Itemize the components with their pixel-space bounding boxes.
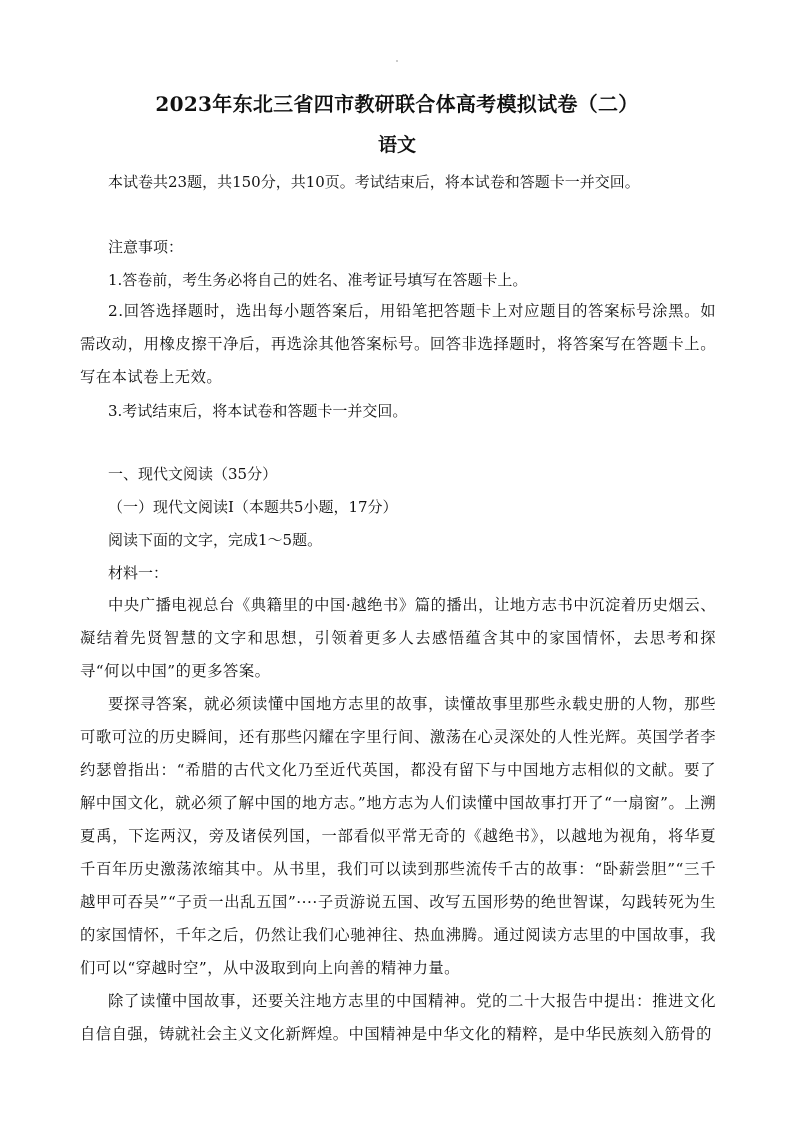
scan-dot (396, 60, 398, 62)
section-subheading: （一）现代文阅读I（本题共5小题，17分） (108, 498, 398, 516)
section-instruction: 阅读下面的文字，完成1～5题。 (108, 531, 323, 549)
passage-paragraph-2: 要探寻答案，就必须读懂中国地方志里的故事，读懂故事里那些永载史册的人物，那些可歌可泣的历史瞬间，还有那些闪耀在字里行间、激荡在心灵深处的人性光辉。英国学者李约瑟曾指出：“希腊的古代文化乃至近代英国，都没有留下与中国地方志相似的文献。要了解中国文化，就必须了解中国的地方志。”地方志为人们读懂中国故事打开了“一扇窗”。上溯夏禹，下迄两汉，旁及诸侯列国，一部看似平常无奇的《越绝书》，以越地为视角，将华夏千百年历史激荡浓缩其中。从书里，我们可以读到那些流传千古的故事：“卧薪尝胆”“三千越甲可吞吴”“子贡一出乱五国”····子贡游说五国、改写五国形势的绝世智谋，勾践转死为生的家国情怀，千年之后，仍然让我们心驰神往、热血沸腾。通过阅读方志里的中国故事，我们可以“穿越时空”，从中汲取到向上向善的精神力量。 (80, 695, 716, 977)
notes-item-1: 1.答卷前，考生务必将自己的姓名、准考证号填写在答题卡上。 (108, 271, 528, 289)
passage-paragraph-1: 中央广播电视总台《典籍里的中国·越绝书》篇的播出，让地方志书中沉淀着历史烟云、凝结着先贤智慧的文字和思想，引领着更多人去感悟蕴含其中的家国情怀，去思考和探寻“何以中国”的更多答案。 (80, 596, 716, 680)
passage-paragraph-3: 除了读懂中国故事，还要关注地方志里的中国精神。党的二十大报告中提出：推进文化自信自强，铸就社会主义文化新辉煌。中国精神是中华文化的精粹，是中华民族刻入筋骨的 (80, 992, 716, 1043)
section-heading: 一、现代文阅读（35分） (108, 465, 278, 483)
notes-item-3: 3.考试结束后，将本试卷和答题卡一并交回。 (108, 402, 408, 420)
exam-title: 2023年东北三省四市教研联合体高考模拟试卷（二） (155, 92, 639, 116)
notes-heading: 注意事项： (108, 238, 184, 256)
exam-intro: 本试卷共23题，共150分，共10页。考试结束后，将本试卷和答题卡一并交回。 (108, 173, 640, 191)
subject-title: 语文 (377, 134, 416, 156)
notes-item-2: 2.回答选择题时，选出每小题答案后，用铅笔把答题卡上对应题目的答案标号涂黑。如需改动，用橡皮擦干净后，再选涂其他答案标号。回答非选择题时，将答案写在答题卡上。写在本试卷上无效。 (80, 302, 716, 386)
material-label: 材料一： (108, 564, 169, 582)
